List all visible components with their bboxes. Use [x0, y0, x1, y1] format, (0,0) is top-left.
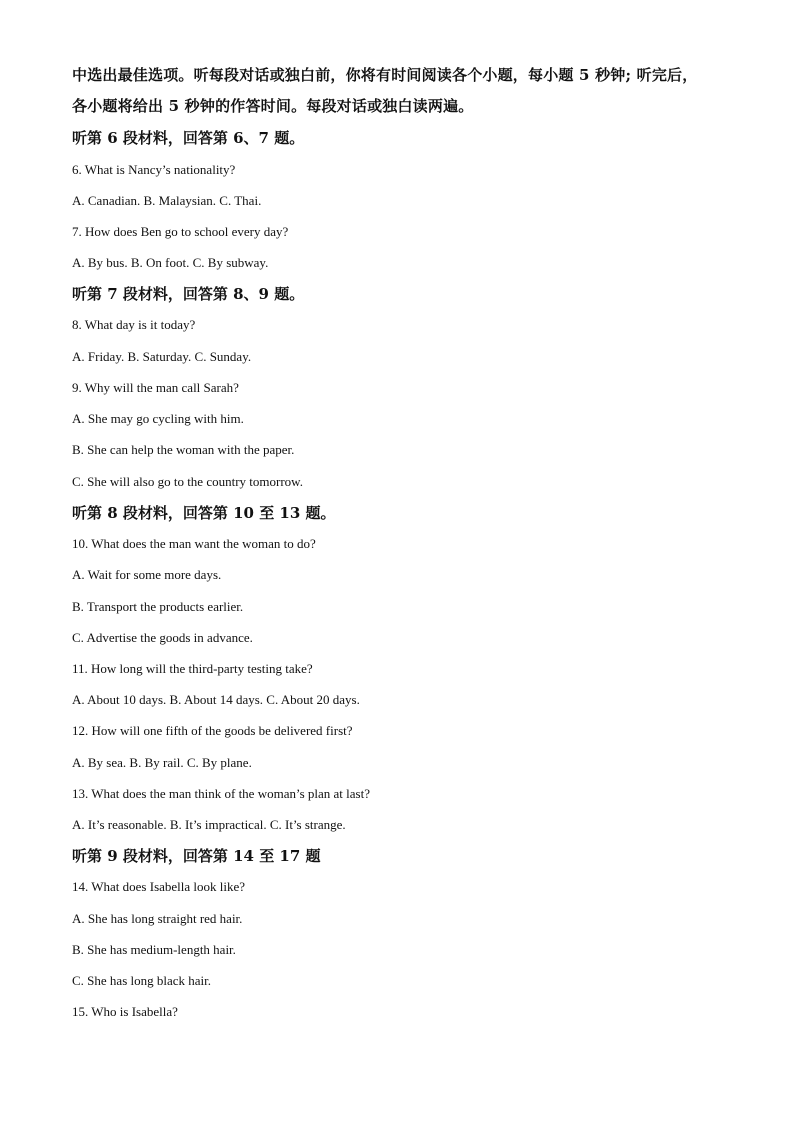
question-line: B. Transport the products earlier.: [72, 599, 244, 614]
question-line: A. Friday. B. Saturday. C. Sunday.: [72, 349, 252, 364]
section-heading: 听第 7 段材料，回答第 8、9 题。: [72, 285, 305, 303]
question-line: 12. How will one fifth of the goods be delivered first?: [72, 723, 353, 738]
question-line: A. By bus. B. On foot. C. By subway.: [72, 255, 269, 270]
question-line: B. She has medium-length hair.: [72, 942, 236, 957]
section-heading: 听第 6 段材料，回答第 6、7 题。: [72, 129, 305, 147]
question-line: A. Canadian. B. Malaysian. C. Thai.: [72, 193, 262, 208]
question-line: A. By sea. B. By rail. C. By plane.: [72, 755, 252, 770]
question-line: 9. Why will the man call Sarah?: [72, 380, 239, 395]
question-line: B. She can help the woman with the paper.: [72, 442, 295, 457]
question-line: 15. Who is Isabella?: [72, 1004, 178, 1019]
question-line: 6. What is Nancy’s nationality?: [72, 162, 236, 177]
question-line: 7. How does Ben go to school every day?: [72, 224, 289, 239]
question-line: A. She has long straight red hair.: [72, 911, 243, 926]
question-line: C. She will also go to the country tomorrow.: [72, 474, 303, 489]
question-line: 10. What does the man want the woman to do?: [72, 536, 316, 551]
question-line: 14. What does Isabella look like?: [72, 879, 246, 894]
section-heading: 听第 8 段材料，回答第 10 至 13 题。: [72, 504, 336, 522]
instructions-line-2: 各小题将给出 5 秒钟的作答时间。每段对话或独白读两遍。: [72, 97, 474, 115]
question-line: A. It’s reasonable. B. It’s impractical. C. It’s strange.: [72, 817, 346, 832]
question-line: 11. How long will the third-party testing take?: [72, 661, 313, 676]
question-line: 8. What day is it today?: [72, 317, 196, 332]
question-line: A. Wait for some more days.: [72, 567, 222, 582]
question-line: 13. What does the man think of the woman’s plan at last?: [72, 786, 370, 801]
question-line: A. She may go cycling with him.: [72, 411, 244, 426]
section-heading: 听第 9 段材料，回答第 14 至 17 题: [72, 847, 321, 865]
question-line: C. Advertise the goods in advance.: [72, 630, 253, 645]
question-line: A. About 10 days. B. About 14 days. C. About 20 days.: [72, 692, 360, 707]
question-line: C. She has long black hair.: [72, 973, 212, 988]
instructions-line-1: 中选出最佳选项。听每段对话或独白前，你将有时间阅读各个小题，每小题 5 秒钟; 听完后，: [72, 66, 698, 84]
